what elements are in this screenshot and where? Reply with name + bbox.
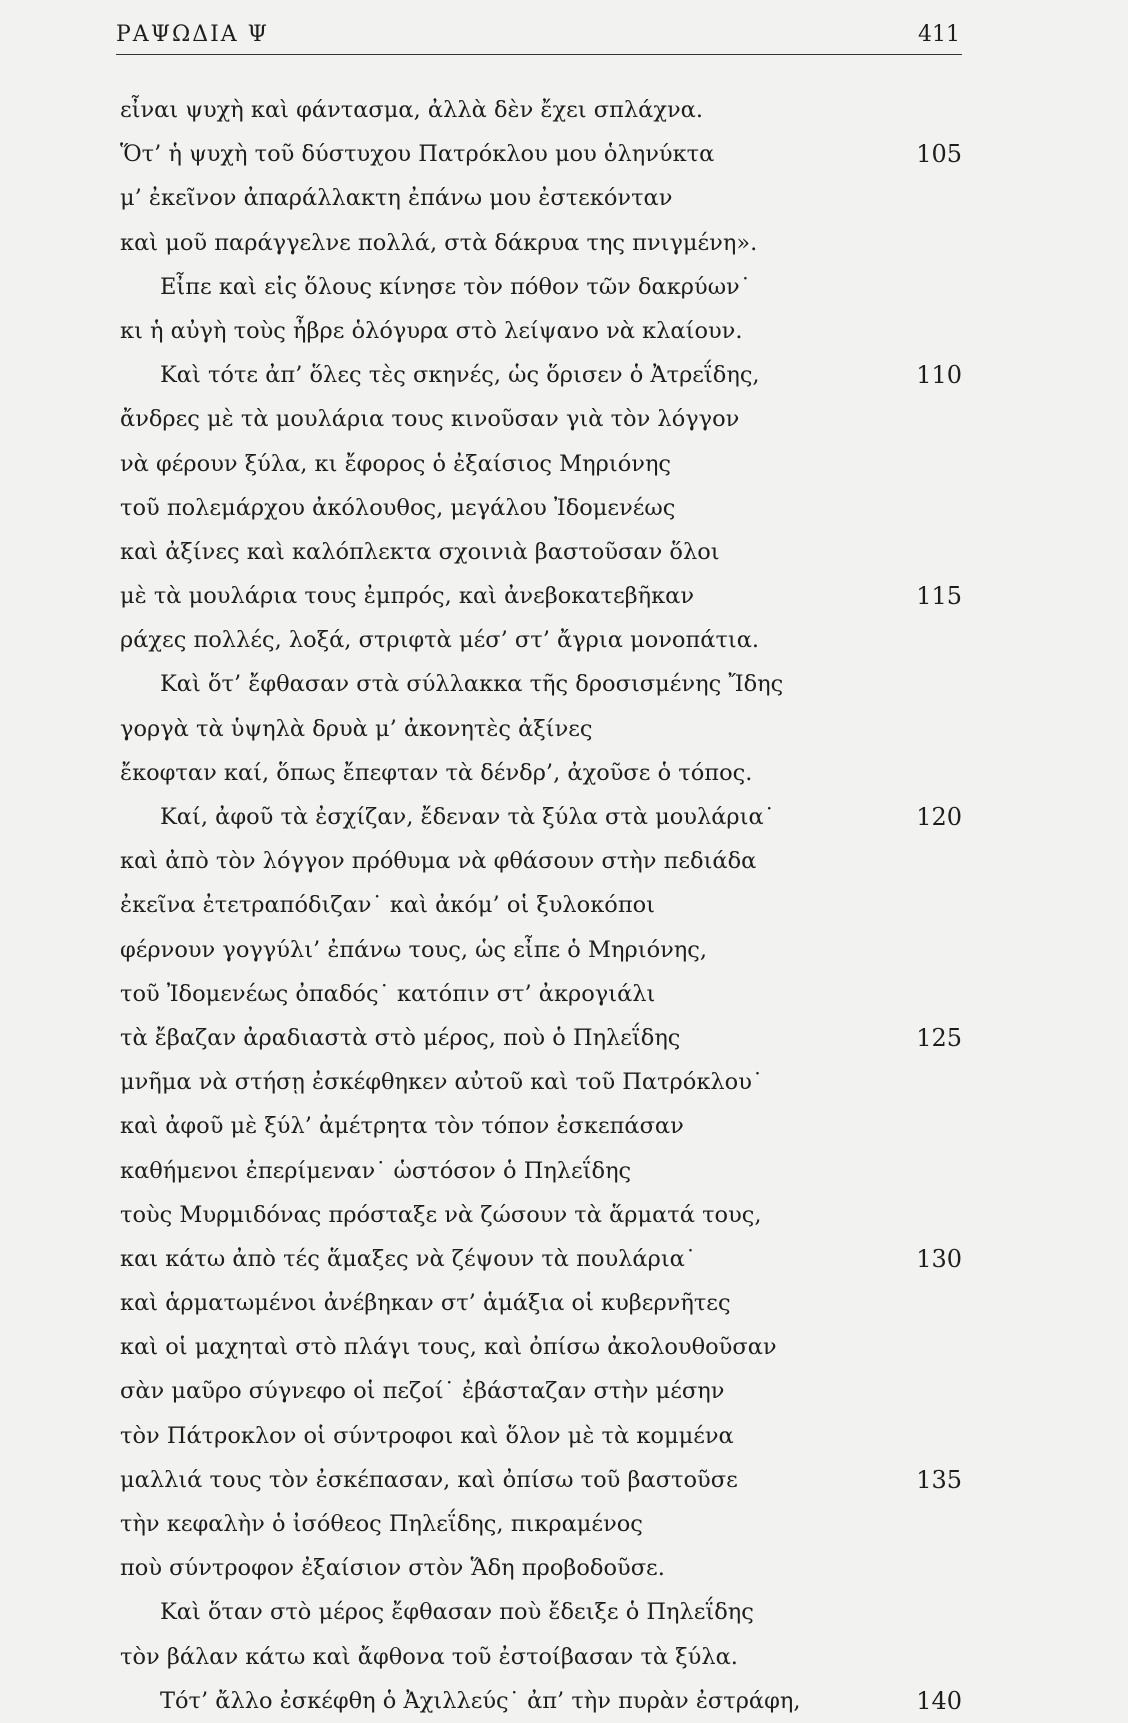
verse-line (0, 132, 1128, 176)
verse-text: Καὶ ὅταν στὸ μέρος ἔφθασαν ποὺ ἔδειξε ὁ Πηλεΐδης (160, 1599, 754, 1626)
verse-line (0, 751, 1128, 795)
page-number: 411 (918, 22, 960, 47)
verse-line (0, 88, 1128, 132)
verse-line (0, 1104, 1128, 1148)
verse-text: καὶ οἱ μαχηταὶ στὸ πλάγι τους, καὶ ὀπίσω ἀκολουθοῦσαν (120, 1334, 777, 1361)
verse-text: καθήμενοι ἐπερίμεναν˙ ὡστόσον ὁ Πηλεΐδης (120, 1157, 632, 1184)
verse-text: τὰ ἔβαζαν ἀραδιαστὰ στὸ μέρος, ποὺ ὁ Πηλεΐδης (120, 1024, 681, 1051)
verse-line (0, 221, 1128, 265)
verse-text: καὶ ἁρματωμένοι ἀνέβηκαν στ’ ἁμάξια οἱ κυβερνῆτες (120, 1290, 731, 1317)
verse-text: καὶ ἀξίνες καὶ καλόπλεκτα σχοινιὰ βαστοῦσαν ὅλοι (120, 538, 720, 565)
verse-text: τοὺς Μυρμιδόνας πρόσταξε νὰ ζώσουν τὰ ἅρματά τους, (120, 1201, 762, 1228)
line-number: 120 (916, 803, 962, 831)
verse-line (0, 1590, 1128, 1634)
verse-line (0, 1325, 1128, 1369)
verse-text: ράχες πολλές, λοξά, στριφτὰ μέσ’ στ’ ἄγρια μονοπάτια. (120, 627, 760, 654)
verse-text: μὲ τὰ μουλάρια τους ἐμπρός, καὶ ἀνεβοκατεβῆκαν (120, 583, 695, 610)
verse-text: Καὶ ὅτ’ ἔφθασαν στὰ σύλλακκα τῆς δροσισμένης Ἴδης (160, 671, 784, 698)
verse-line (0, 442, 1128, 486)
verse-text: τοῦ πολεμάρχου ἀκόλουθος, μεγάλου Ἰδομενέως (120, 494, 676, 521)
verse-line (0, 1546, 1128, 1590)
verse-text: φέρνουν γογγύλι’ ἐπάνω τους, ὡς εἶπε ὁ Μηριόνης, (120, 936, 708, 963)
verse-line (0, 1679, 1128, 1723)
verse-line (0, 839, 1128, 883)
verse-text: τὴν κεφαλὴν ὁ ἰσόθεος Πηλεΐδης, πικραμένος (120, 1511, 643, 1537)
line-number: 110 (916, 361, 962, 390)
verse-text: νὰ φέρουν ξύλα, κι ἔφορος ὁ ἐξαίσιος Μηριόνης (120, 450, 672, 477)
verse-text: καὶ μοῦ παράγγελνε πολλά, στὰ δάκρυα της πνιγμένη». (120, 229, 758, 256)
verse-line (0, 1281, 1128, 1325)
verse-text: μ’ ἐκεῖνον ἀπαράλλακτη ἐπάνω μου ἐστεκόνταν (120, 185, 673, 212)
verse-text: τὸν Πάτροκλον οἱ σύντροφοι καὶ ὅλον μὲ τὰ κομμένα (120, 1422, 734, 1449)
verse-text: μνῆμα νὰ στήσῃ ἐσκέφθηκεν αὐτοῦ καὶ τοῦ Πατρόκλου˙ (120, 1069, 764, 1096)
verse-line (0, 1016, 1128, 1060)
verse-line (0, 1060, 1128, 1104)
verse-line (0, 883, 1128, 927)
verse-text: τὸν βάλαν κάτω καὶ ἄφθονα τοῦ ἐστοίβασαν τὰ ξύλα. (120, 1643, 738, 1670)
line-number: 135 (916, 1465, 962, 1494)
verse-line (0, 353, 1128, 397)
verse-text: Καὶ τότε ἀπ’ ὅλες τὲς σκηνές, ὡς ὅρισεν ὁ Ἀτρεΐδης, (160, 362, 760, 389)
verse-line (0, 265, 1128, 309)
line-number: 140 (916, 1686, 962, 1715)
verse-line (0, 1635, 1128, 1679)
verse-line (0, 662, 1128, 706)
verse-line (0, 1502, 1128, 1546)
line-number: 125 (916, 1023, 962, 1052)
verse-text: ἔκοφταν καί, ὅπως ἔπεφταν τὰ δένδρ’, ἀχοῦσε ὁ τόπος. (120, 759, 753, 786)
verse-text: Τότ’ ἄλλο ἐσκέφθη ὁ Ἀχιλλεύς˙ ἀπ’ τὴν πυρὰν ἐστράφη, (160, 1687, 801, 1714)
verse-text: καὶ ἀφοῦ μὲ ξύλ’ ἀμέτρητα τὸν τόπον ἐσκεπάσαν (120, 1113, 684, 1140)
verse-list (0, 88, 1128, 1723)
verse-text: Καί, ἀφοῦ τὰ ἐσχίζαν, ἔδεναν τὰ ξύλα στὰ μουλάρια˙ (160, 804, 775, 830)
verse-text: εἶναι ψυχὴ καὶ φάντασμα, ἀλλὰ δὲν ἔχει σπλάχνα. (120, 97, 704, 123)
verse-line (0, 176, 1128, 220)
verse-text: καὶ ἀπὸ τὸν λόγγον πρόθυμα νὰ φθάσουν στὴν πεδιάδα (120, 848, 757, 875)
verse-text: κι ἡ αὐγὴ τοὺς ἦβρε ὁλόγυρα στὸ λείψανο νὰ κλαίουν. (120, 317, 743, 344)
verse-text: τοῦ Ἰδομενέως ὀπαδός˙ κατόπιν στ’ ἀκρογιάλι (120, 980, 656, 1007)
verse-line (0, 397, 1128, 441)
verse-line (0, 574, 1128, 618)
verse-line (0, 618, 1128, 662)
verse-text: Ὅτ’ ἡ ψυχὴ τοῦ δύστυχου Πατρόκλου μου ὁληνύκτα (120, 141, 715, 168)
verse-line (0, 707, 1128, 751)
verse-line (0, 972, 1128, 1016)
verse-line (0, 530, 1128, 574)
line-number: 115 (916, 582, 962, 611)
verse-text: Εἶπε καὶ εἰς ὅλους κίνησε τὸν πόθον τῶν δακρύων˙ (160, 273, 751, 300)
line-number: 130 (916, 1244, 962, 1273)
verse-line (0, 309, 1128, 353)
verse-text: ἐκεῖνα ἐτετραπόδιζαν˙ καὶ ἀκόμ’ οἱ ξυλοκόποι (120, 892, 655, 919)
verse-text: σὰν μαῦρο σύγνεφο οἱ πεζοί˙ ἐβάσταζαν στὴν μέσην (120, 1378, 725, 1405)
verse-line (0, 1369, 1128, 1413)
verse-line (0, 1149, 1128, 1193)
line-number: 105 (916, 140, 962, 169)
verse-text: και κάτω ἀπὸ τές ἅμαξες νὰ ζέψουν τὰ πουλάρια˙ (120, 1245, 697, 1272)
verse-text: γοργὰ τὰ ὑψηλὰ δρυὰ μ’ ἀκονητὲς ἀξίνες (120, 715, 593, 742)
verse-text: ἄνδρες μὲ τὰ μουλάρια τους κινοῦσαν γιὰ τὸν λόγγον (120, 406, 740, 433)
verse-line (0, 1193, 1128, 1237)
verse-line (0, 795, 1128, 839)
verse-line (0, 1414, 1128, 1458)
running-head (116, 20, 962, 55)
verse-line (0, 1458, 1128, 1502)
verse-line (0, 486, 1128, 530)
verse-text: ποὺ σύντροφον ἐξαίσιον στὸν Ἅδη προβοδοῦσε. (120, 1555, 665, 1582)
verse-line (0, 928, 1128, 972)
verse-line (0, 1237, 1128, 1281)
verse-text: μαλλιά τους τὸν ἐσκέπασαν, καὶ ὀπίσω τοῦ βαστοῦσε (120, 1466, 738, 1493)
book-title: ΡΑΨΩΔΙΑ Ψ (116, 22, 269, 47)
